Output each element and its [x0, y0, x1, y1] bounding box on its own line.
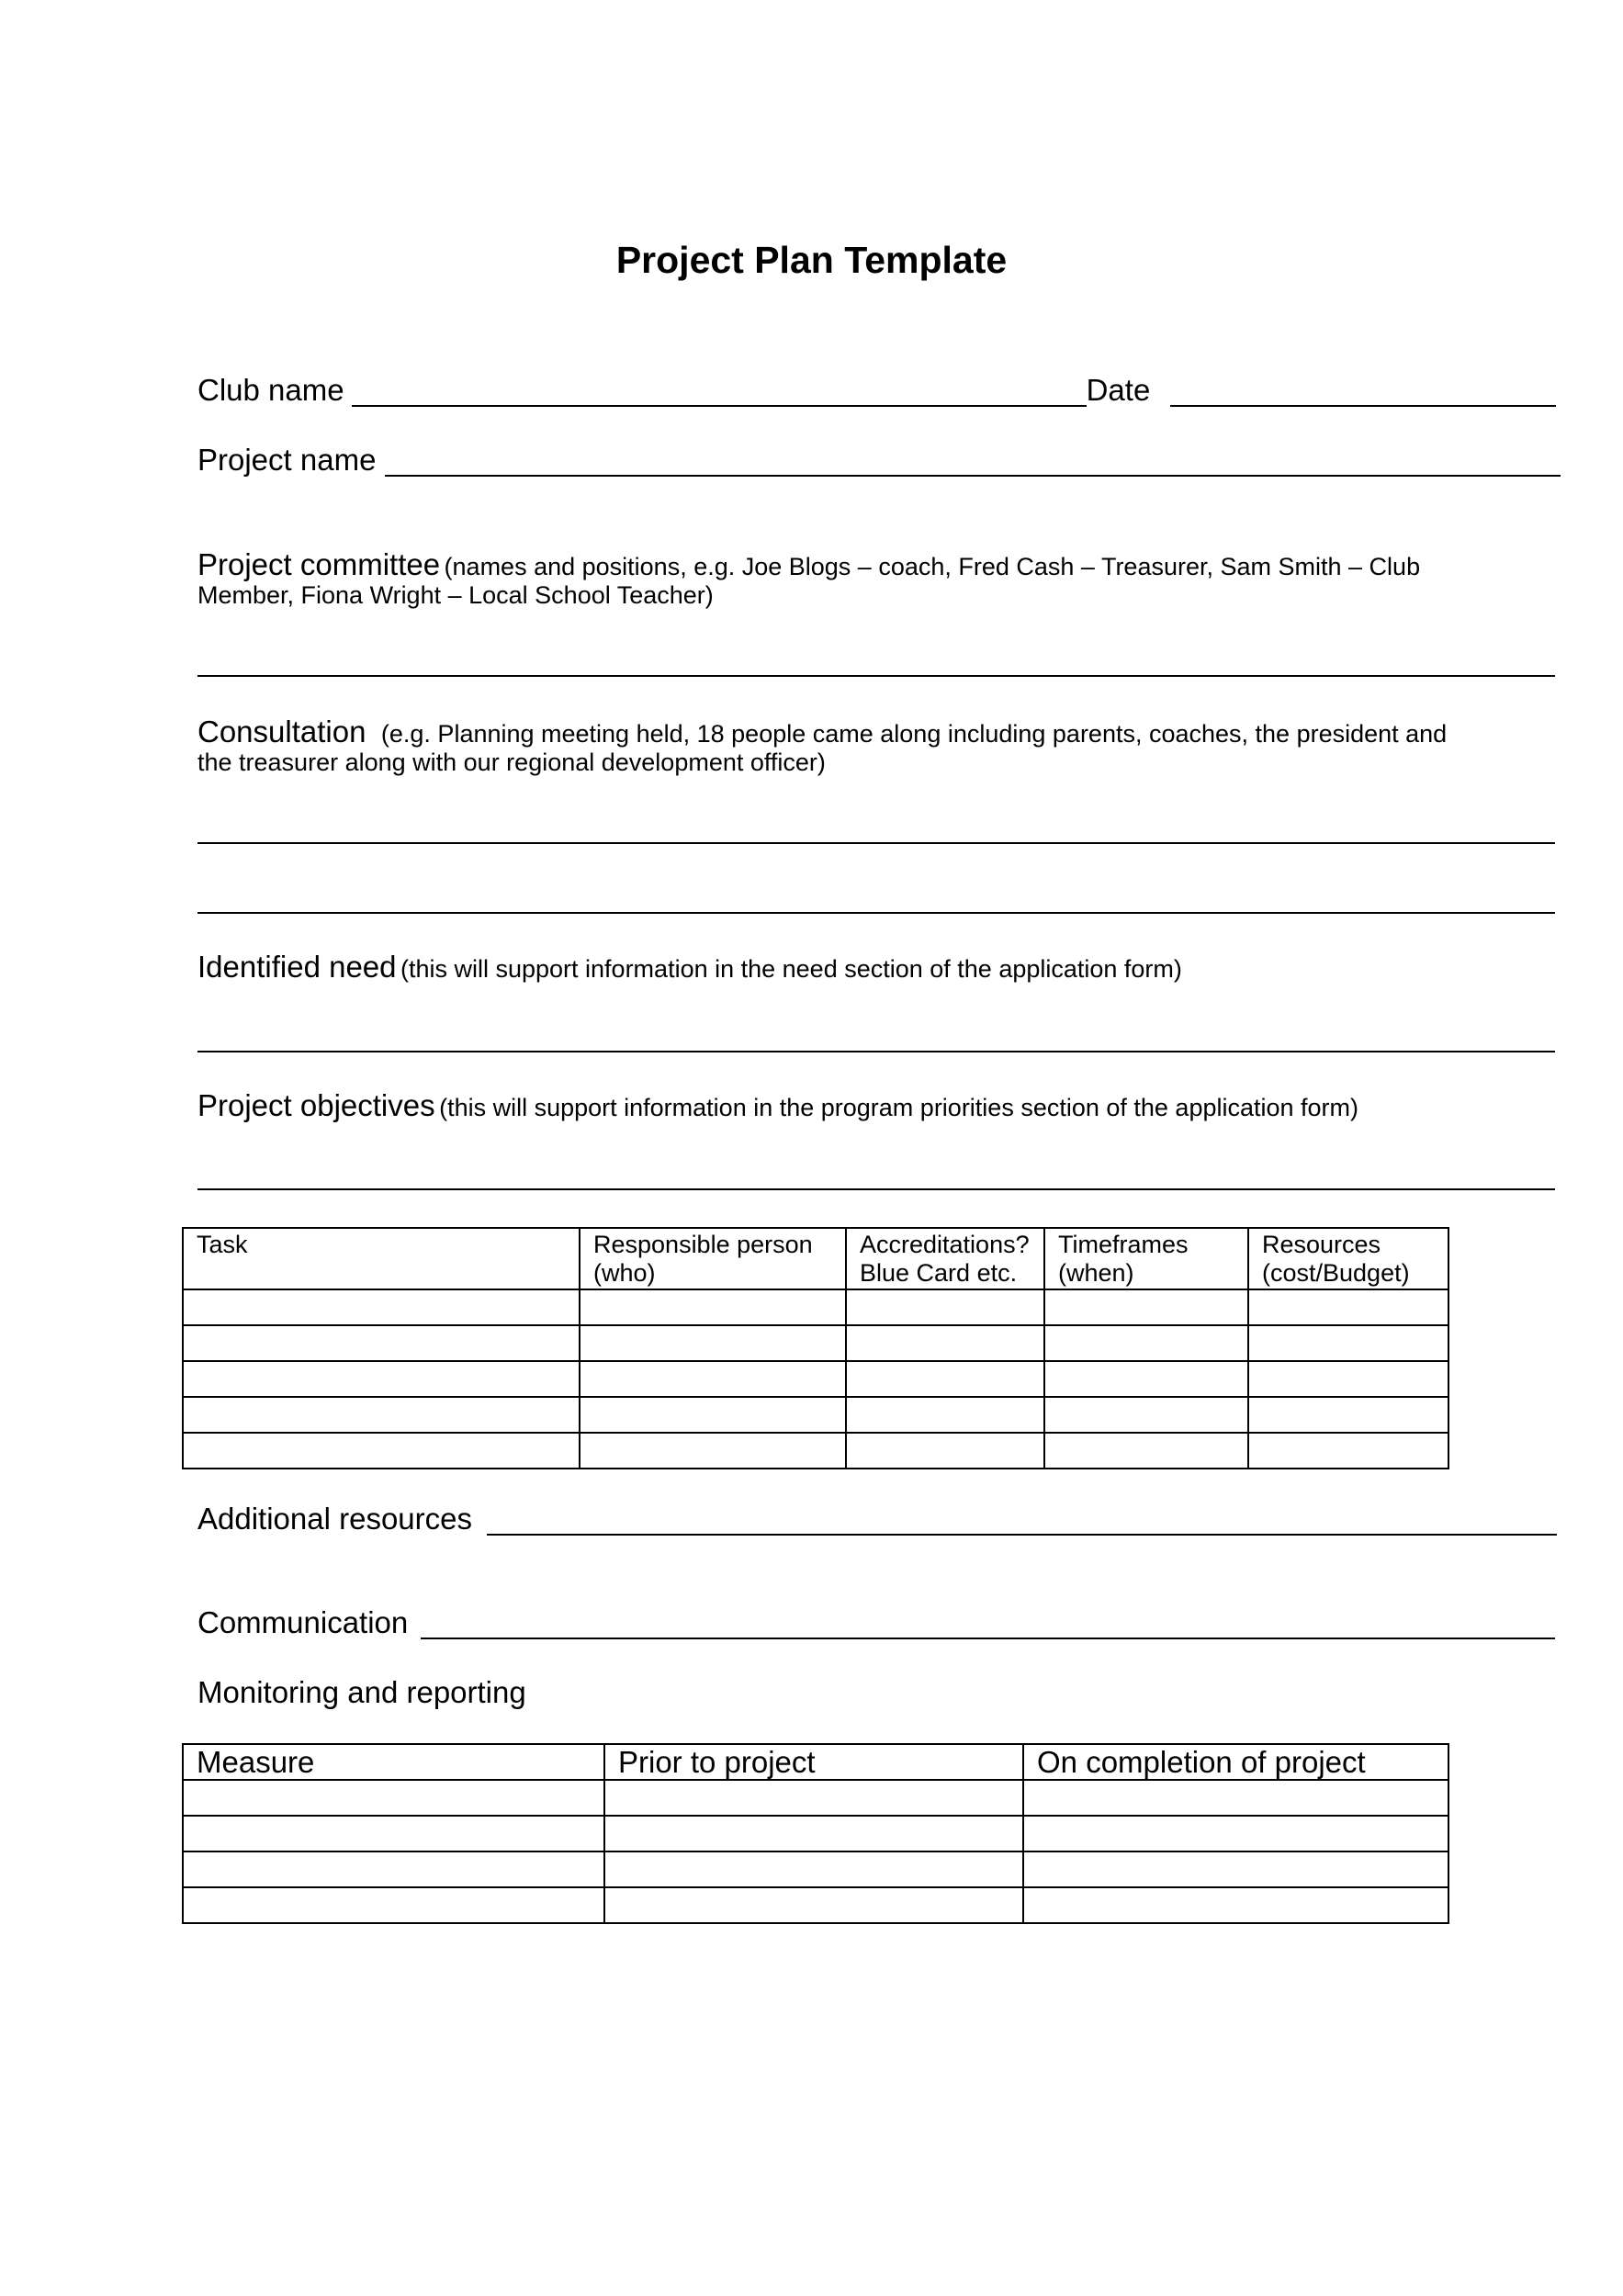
need-hint: (this will support information in the need section of the application form): [400, 955, 1182, 983]
header-completion: On completion of project: [1023, 1744, 1448, 1780]
communication-label: Communication: [197, 1605, 409, 1639]
page-title: Project Plan Template: [615, 239, 1008, 281]
monitoring-heading: Monitoring and reporting: [197, 1675, 526, 1709]
table-cell[interactable]: [1248, 1361, 1448, 1397]
task-table-header: [183, 1228, 1448, 1289]
header-timeframes-text: Timeframes: [1058, 1231, 1189, 1258]
club-name-field[interactable]: [352, 405, 1087, 407]
consultation-section: [197, 715, 1483, 777]
table-cell[interactable]: [1023, 1816, 1448, 1851]
committee-line-1[interactable]: [197, 675, 1555, 677]
monitoring-row-item: [183, 1780, 1448, 1816]
table-cell[interactable]: [846, 1397, 1044, 1433]
header-resources-sub: (cost/Budget): [1262, 1258, 1410, 1287]
header-resources-text: Resources: [1262, 1231, 1381, 1258]
objectives-label: Project objectives: [197, 1088, 435, 1122]
project-name-field[interactable]: [385, 475, 1561, 477]
task-row: [183, 1433, 1448, 1469]
table-cell[interactable]: [580, 1325, 846, 1361]
task-row: [183, 1361, 1448, 1397]
consultation-hint: (e.g. Planning meeting held, 18 people came along including parents, coaches, the president and the treasurer along with our regional development officer): [197, 720, 1448, 777]
table-cell[interactable]: [604, 1887, 1023, 1923]
table-cell[interactable]: [580, 1289, 846, 1325]
header-task-text: Task: [197, 1231, 248, 1258]
monitoring-row-item: [183, 1851, 1448, 1887]
table-cell[interactable]: [183, 1816, 604, 1851]
table-cell[interactable]: [604, 1780, 1023, 1816]
table-cell[interactable]: [1044, 1325, 1248, 1361]
table-cell[interactable]: [183, 1397, 580, 1433]
consultation-line-2[interactable]: [197, 912, 1555, 914]
header-responsible-text: Responsible person: [593, 1231, 813, 1258]
club-name-row: [197, 375, 1556, 405]
header-measure: Measure: [183, 1744, 604, 1780]
monitoring-table-header: [183, 1744, 1448, 1780]
table-cell[interactable]: [580, 1361, 846, 1397]
monitoring-row-item: [183, 1887, 1448, 1923]
table-cell[interactable]: [183, 1433, 580, 1469]
table-cell[interactable]: [846, 1289, 1044, 1325]
communication-field[interactable]: [421, 1638, 1555, 1639]
objectives-line-1[interactable]: [197, 1188, 1555, 1190]
monitoring-table: [182, 1743, 1449, 1924]
committee-hint: (names and positions, e.g. Joe Blogs – coach, Fred Cash – Treasurer, Sam Smith – Club Member, Fiona Wright – Local School Teacher): [197, 553, 1421, 610]
header-timeframes-sub: (when): [1058, 1258, 1134, 1287]
table-cell[interactable]: [183, 1887, 604, 1923]
need-label: Identified need: [197, 950, 397, 984]
header-responsible: [580, 1228, 846, 1289]
club-name-label: Club name: [197, 373, 344, 407]
need-section: [197, 950, 1483, 984]
committee-label: Project committee: [197, 547, 441, 581]
task-table: [182, 1227, 1449, 1469]
project-name-row: [197, 445, 1561, 475]
communication-row: [197, 1607, 1555, 1638]
table-cell[interactable]: [1248, 1325, 1448, 1361]
additional-resources-row: [197, 1503, 1557, 1534]
date-label: Date: [1086, 373, 1151, 407]
committee-section: [197, 547, 1483, 610]
task-row: [183, 1289, 1448, 1325]
additional-resources-field[interactable]: [487, 1534, 1557, 1536]
date-field[interactable]: [1170, 405, 1556, 407]
table-cell[interactable]: [1023, 1887, 1448, 1923]
table-cell[interactable]: [1023, 1780, 1448, 1816]
consultation-label: Consultation: [197, 715, 366, 748]
monitoring-row: [197, 1677, 526, 1707]
table-cell[interactable]: [183, 1361, 580, 1397]
header-prior: Prior to project: [604, 1744, 1023, 1780]
header-resources: [1248, 1228, 1448, 1289]
header-timeframes: [1044, 1228, 1248, 1289]
objectives-section: [197, 1088, 1483, 1122]
header-accreditations-sub: Blue Card etc.: [860, 1258, 1018, 1287]
table-cell[interactable]: [1023, 1851, 1448, 1887]
table-cell[interactable]: [183, 1780, 604, 1816]
table-cell[interactable]: [183, 1851, 604, 1887]
project-name-label: Project name: [197, 443, 377, 477]
consultation-line-1[interactable]: [197, 842, 1555, 844]
table-cell[interactable]: [183, 1325, 580, 1361]
table-cell[interactable]: [1044, 1433, 1248, 1469]
header-accreditations-text: Accreditations?: [860, 1231, 1030, 1258]
objectives-hint: (this will support information in the program priorities section of the application form): [439, 1094, 1359, 1121]
table-cell[interactable]: [1248, 1433, 1448, 1469]
table-cell[interactable]: [604, 1851, 1023, 1887]
header-accreditations: [846, 1228, 1044, 1289]
table-cell[interactable]: [183, 1289, 580, 1325]
header-task: [183, 1228, 580, 1289]
task-row: [183, 1325, 1448, 1361]
header-responsible-sub: (who): [593, 1258, 656, 1287]
table-cell[interactable]: [1248, 1397, 1448, 1433]
table-cell[interactable]: [846, 1433, 1044, 1469]
table-cell[interactable]: [1044, 1397, 1248, 1433]
table-cell[interactable]: [580, 1433, 846, 1469]
table-cell[interactable]: [1044, 1361, 1248, 1397]
task-row: [183, 1397, 1448, 1433]
additional-resources-label: Additional resources: [197, 1502, 472, 1536]
table-cell[interactable]: [1248, 1289, 1448, 1325]
monitoring-row-item: [183, 1816, 1448, 1851]
table-cell[interactable]: [580, 1397, 846, 1433]
table-cell[interactable]: [846, 1361, 1044, 1397]
table-cell[interactable]: [604, 1816, 1023, 1851]
table-cell[interactable]: [1044, 1289, 1248, 1325]
table-cell[interactable]: [846, 1325, 1044, 1361]
need-line-1[interactable]: [197, 1051, 1555, 1052]
